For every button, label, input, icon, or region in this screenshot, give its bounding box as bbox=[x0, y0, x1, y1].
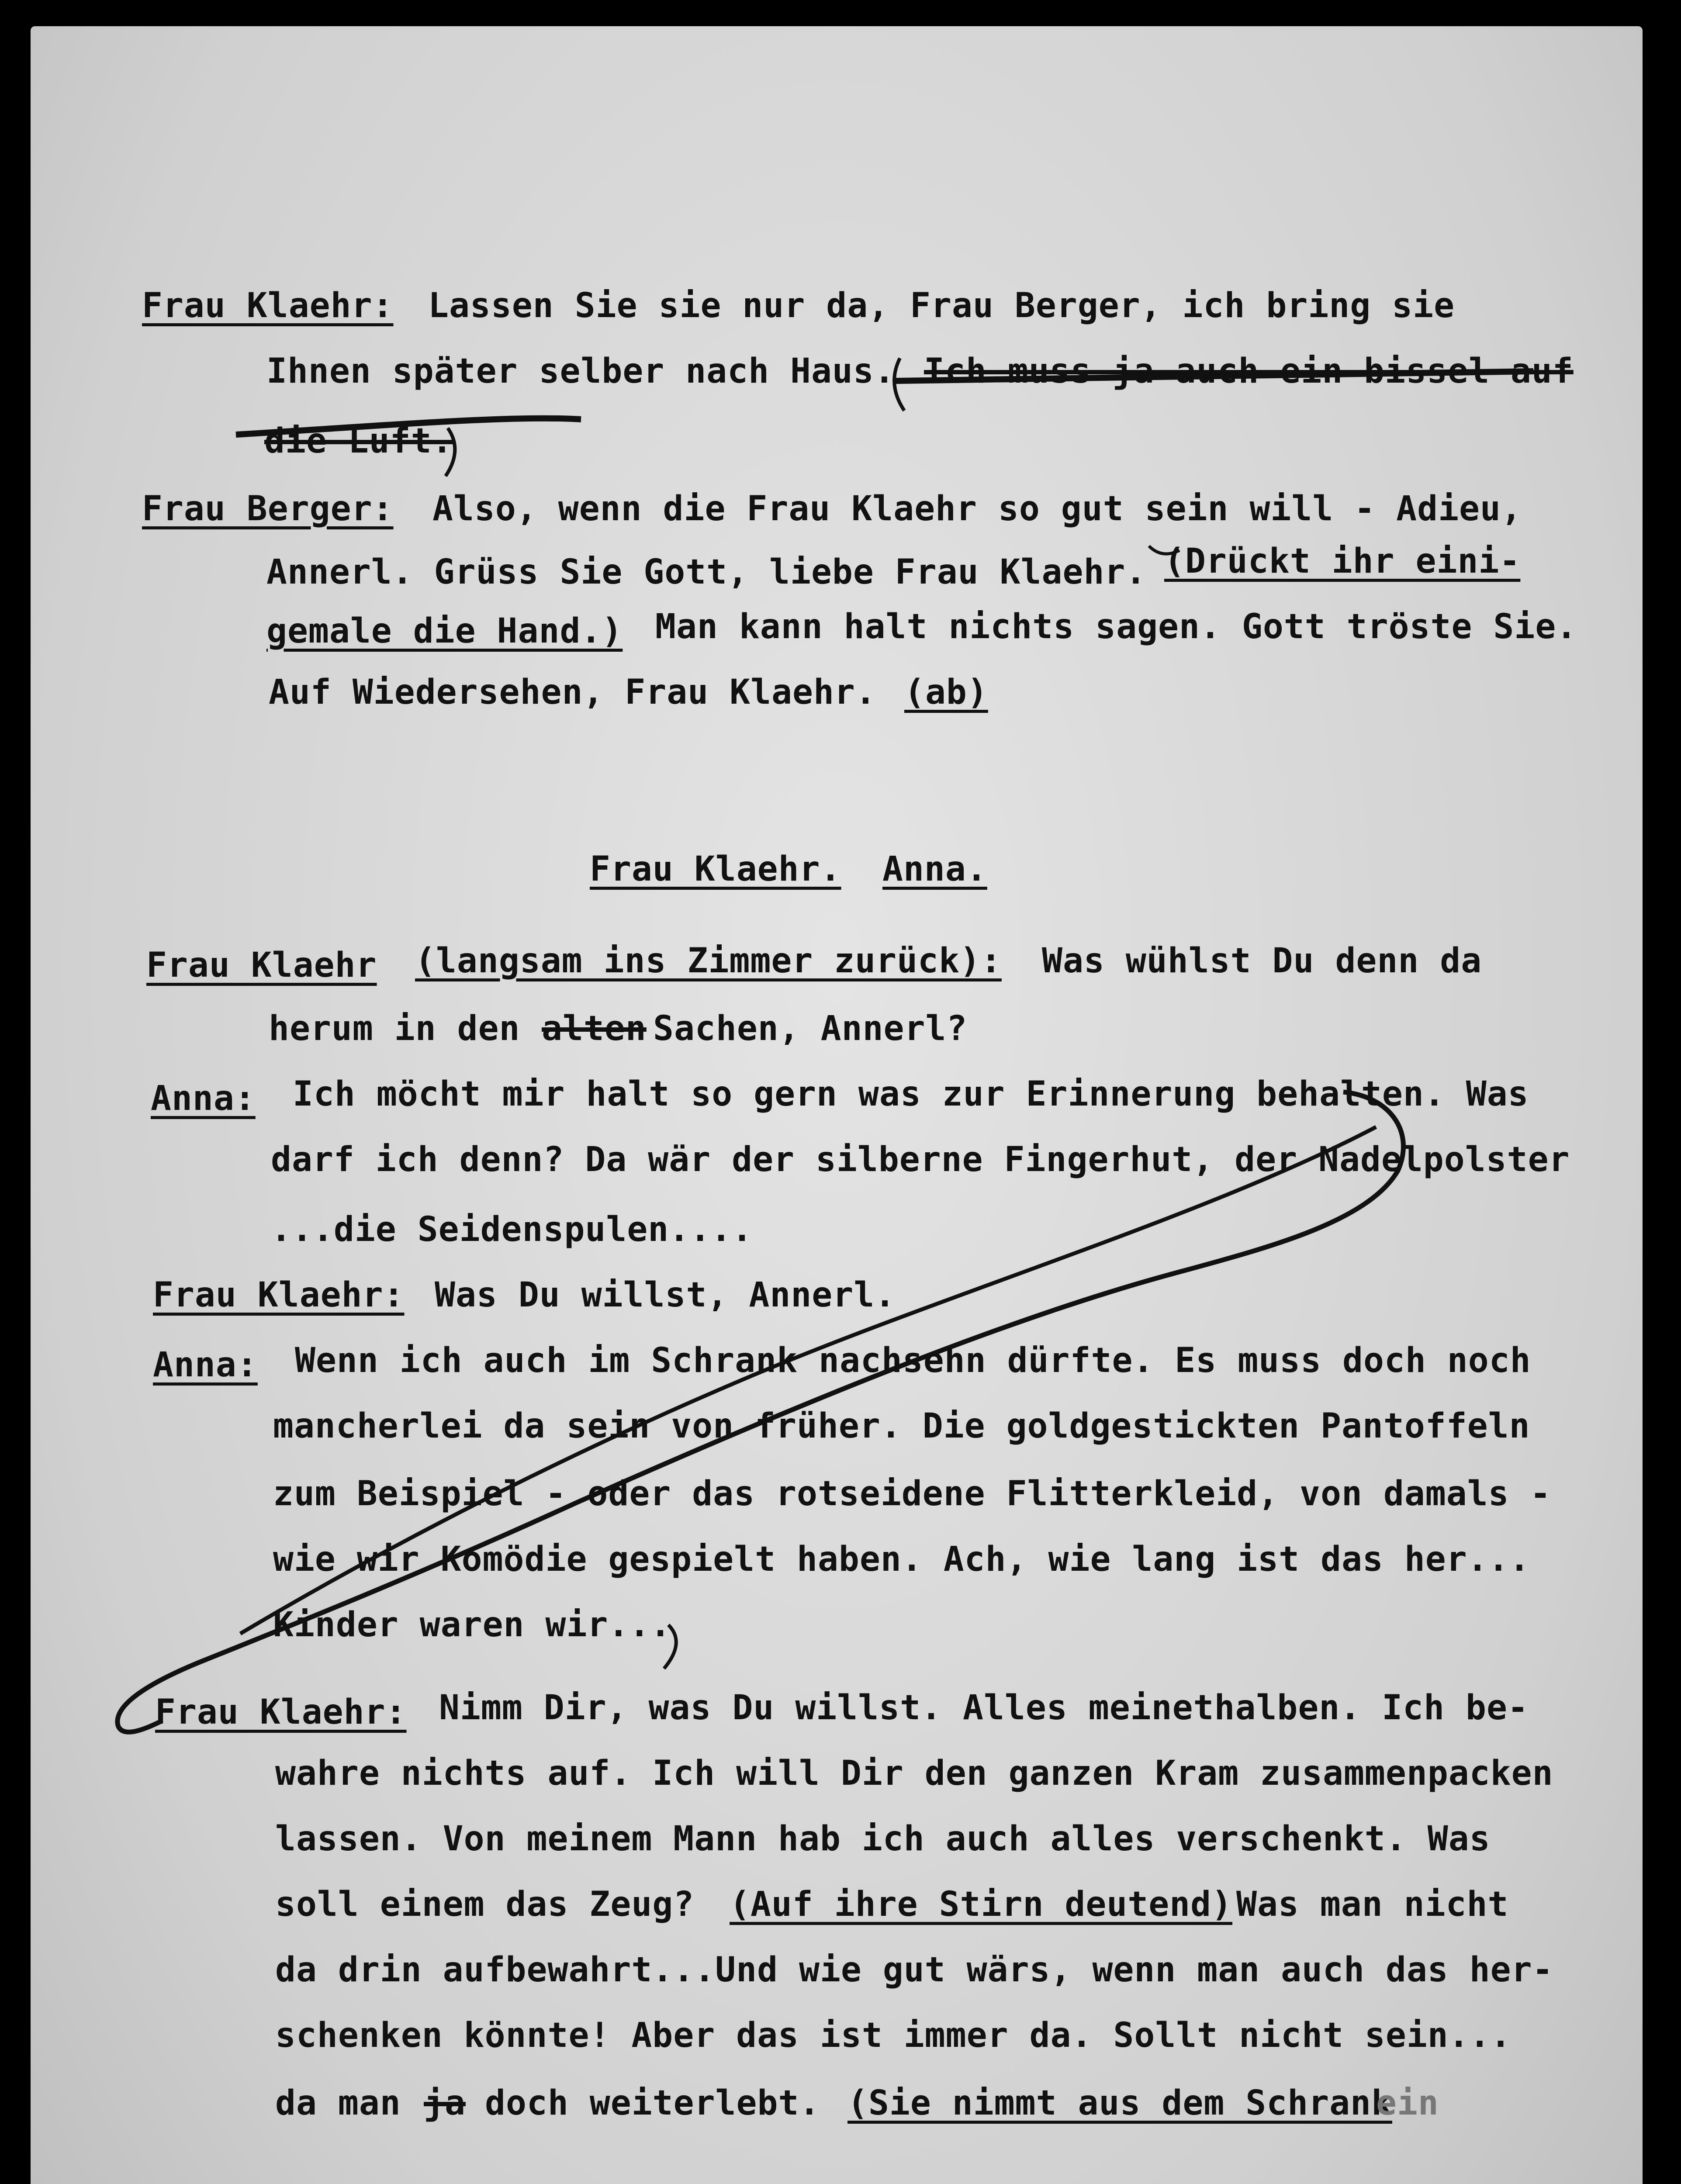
dialogue-text: Kinder waren wir... bbox=[273, 1605, 671, 1645]
dialogue-text: ein bbox=[1376, 2084, 1439, 2123]
dialogue-text: Lassen Sie sie nur da, Frau Berger, ich bring sie bbox=[428, 286, 1455, 325]
dialogue-text: mancherlei da sein von früher. Die goldgestickten Pantoffeln bbox=[273, 1406, 1530, 1446]
document-page bbox=[31, 26, 1643, 2184]
struck-text: alten bbox=[542, 1009, 647, 1048]
stage-direction: (Sie nimmt aus dem Schrank bbox=[847, 2084, 1392, 2123]
speaker-label: Frau Berger: bbox=[142, 489, 394, 529]
dialogue-text: zum Beispiel - oder das rotseidene Flitterkleid, von damals - bbox=[273, 1474, 1551, 1514]
dialogue-text: Man kann halt nichts sagen. Gott tröste Sie. bbox=[655, 607, 1577, 646]
struck-text: Ich muss ja auch ein bissel auf bbox=[924, 352, 1574, 391]
dialogue-text: Ich möcht mir halt so gern was zur Erinnerung behalten. Was bbox=[293, 1075, 1529, 1114]
dialogue-text: Annerl. Grüss Sie Gott, liebe Frau Klaehr. bbox=[266, 553, 1147, 592]
dialogue-text: lassen. Von meinem Mann hab ich auch alles verschenkt. Was bbox=[275, 1819, 1491, 1859]
dialogue-text: Also, wenn die Frau Klaehr so gut sein will - Adieu, bbox=[432, 489, 1522, 529]
scene-heading: Frau Klaehr. bbox=[590, 850, 841, 889]
dialogue-text: darf ich denn? Da wär der silberne Fingerhut, der Nadelpolster bbox=[271, 1140, 1570, 1179]
dialogue-text: doch weiterlebt. bbox=[485, 2084, 820, 2123]
struck-text: die Luft. bbox=[264, 422, 453, 461]
dialogue-text: soll einem das Zeug? bbox=[275, 1885, 695, 1924]
speaker-label: Frau Klaehr: bbox=[155, 1693, 407, 1732]
dialogue-text: wahre nichts auf. Ich will Dir den ganzen Kram zusammenpacken bbox=[275, 1754, 1553, 1793]
struck-text: ja bbox=[424, 2084, 466, 2123]
dialogue-text: schenken könnte! Aber das ist immer da. Sollt nicht sein... bbox=[275, 2016, 1512, 2055]
dialogue-text: Was man nicht bbox=[1236, 1885, 1509, 1924]
speaker-label: Frau Klaehr bbox=[146, 946, 377, 985]
dialogue-text: da drin aufbewahrt...Und wie gut wärs, wenn man auch das her- bbox=[275, 1950, 1553, 1990]
stage-direction: (ab) bbox=[904, 673, 988, 712]
dialogue-text: wie wir Komödie gespielt haben. Ach, wie lang ist das her... bbox=[273, 1540, 1530, 1579]
speaker-label: Frau Klaehr: bbox=[142, 286, 394, 325]
stage-direction: (Auf ihre Stirn deutend) bbox=[730, 1885, 1233, 1924]
dialogue-text: Was wühlst Du denn da bbox=[1042, 941, 1482, 981]
speaker-label: Anna: bbox=[153, 1345, 258, 1385]
dialogue-text: ...die Seidenspulen.... bbox=[271, 1210, 753, 1249]
dialogue-text: Was Du willst, Annerl. bbox=[435, 1275, 896, 1315]
dialogue-text: Auf Wiedersehen, Frau Klaehr. bbox=[269, 673, 876, 712]
dialogue-text: Nimm Dir, was Du willst. Alles meinethalben. Ich be- bbox=[439, 1688, 1529, 1728]
dialogue-text: da man bbox=[275, 2084, 401, 2123]
stage-direction: gemale die Hand.) bbox=[266, 612, 623, 651]
stage-direction: (langsam ins Zimmer zurück): bbox=[415, 941, 1002, 981]
dialogue-text: Wenn ich auch im Schrank nachsehn dürfte. Es muss doch noch bbox=[295, 1341, 1531, 1380]
speaker-label: Frau Klaehr: bbox=[153, 1275, 405, 1315]
dialogue-text: Sachen, Annerl? bbox=[653, 1009, 968, 1048]
dialogue-text: herum in den bbox=[269, 1009, 520, 1048]
stage-direction: (Drückt ihr eini- bbox=[1164, 542, 1521, 581]
scene-heading: Anna. bbox=[882, 850, 987, 889]
dialogue-text: Ihnen später selber nach Haus. bbox=[266, 352, 895, 391]
speaker-label: Anna: bbox=[151, 1079, 256, 1118]
